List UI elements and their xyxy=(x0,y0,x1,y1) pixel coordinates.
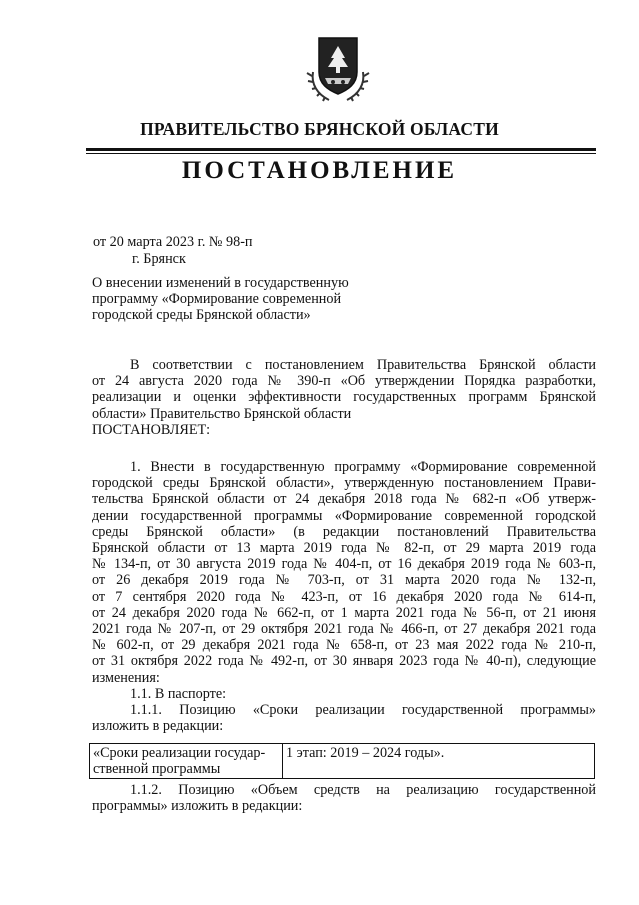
subject-line: О внесении изменений в государственную xyxy=(92,275,349,291)
item-1-1: 1.1. В паспорте: xyxy=(130,685,227,702)
item-1-1-1-line: 1.1.1. Позицию «Сроки реализации государственной программы» xyxy=(130,702,596,719)
item-1-1-1-line: изложить в редакции: xyxy=(92,718,224,735)
item-1-line: от 7 сентября 2020 года № 423-п, от 16 декабря 2020 года № 614-п, xyxy=(92,588,596,605)
item-1-line: изменения: xyxy=(92,669,160,686)
document-city: г. Брянск xyxy=(132,251,186,267)
item-1-line: от 26 декабря 2019 года № 703-п, от 31 марта 2020 года № 132-п, xyxy=(92,572,596,589)
preamble-line: В соответствии с постановлением Правительства Брянской области xyxy=(130,357,596,373)
preamble-line: области» Правительство Брянской области xyxy=(92,405,352,422)
item-1-line: от 31 октября 2022 года № 492-п, от 30 января 2023 года № 40-п), следующие xyxy=(92,653,596,670)
item-1-1-2-line: программы» изложить в редакции: xyxy=(92,798,303,815)
header-rule-thin xyxy=(86,153,596,154)
resolves-keyword: ПОСТАНОВЛЯЕТ: xyxy=(92,421,211,438)
item-1-line: от 24 декабря 2020 года № 662-п, от 1 марта 2021 года № 56-п, от 21 июня xyxy=(92,604,596,621)
table-cell-line: ственной программы xyxy=(93,761,221,777)
item-1-line: Брянской области от 13 марта 2019 года № 82-п, от 29 марта 2019 года xyxy=(92,540,596,557)
item-1 xyxy=(92,459,596,734)
table-cell-label xyxy=(90,744,283,779)
document-subject xyxy=(92,275,349,324)
preamble-line: от 24 августа 2020 года № 390-п «Об утверждении Порядка разработки, xyxy=(92,373,596,390)
item-1-line: № 134-п, от 30 августа 2019 года № 404-п, от 16 декабря 2019 года № 603-п, xyxy=(92,556,596,573)
item-1-line: среды Брянской области» (в редакции постановлений Правительства xyxy=(92,523,596,540)
item-1-1-2-line: 1.1.2. Позицию «Объем средств на реализацию государственной xyxy=(130,782,596,798)
table-cell-line: «Сроки реализации государ- xyxy=(93,745,266,761)
document-date-number: от 20 марта 2023 г. № 98-п xyxy=(93,234,253,250)
government-name: ПРАВИТЕЛЬСТВО БРЯНСКОЙ ОБЛАСТИ xyxy=(140,119,499,139)
item-1-line: № 602-п, от 29 декабря 2021 года № 658-п, от 23 мая 2022 года № 210-п, xyxy=(92,637,596,654)
subject-line: программу «Формирование современной xyxy=(92,291,342,308)
document-type-title: ПОСТАНОВЛЕНИЕ xyxy=(181,157,458,184)
term-table xyxy=(89,743,595,779)
item-1-line: дении государственной программы «Формирование современной городской xyxy=(92,507,596,524)
item-1-line: тельства Брянской области от 24 декабря 2018 года № 682-п «Об утверж- xyxy=(92,491,596,508)
header-rule-thick xyxy=(86,148,596,151)
table-cell-line: 1 этап: 2019 – 2024 годы». xyxy=(286,745,445,761)
item-1-1-2 xyxy=(92,782,596,814)
table-cell-value xyxy=(283,744,595,779)
preamble-line: реализации и оценки эффективности государственных программ Брянской xyxy=(92,389,596,406)
item-1-line: городской среды Брянской области», утвержденную постановлением Прави- xyxy=(92,475,596,492)
preamble xyxy=(92,357,596,438)
item-1-line: 2021 года № 207-п, от 29 октября 2021 года № 466-п, от 27 декабря 2021 года xyxy=(92,621,596,638)
item-1-line: 1. Внести в государственную программу «Формирование современной xyxy=(130,459,596,475)
table-row xyxy=(90,744,595,779)
subject-line: городской среды Брянской области» xyxy=(92,307,311,324)
coat-of-arms-icon xyxy=(303,32,373,104)
